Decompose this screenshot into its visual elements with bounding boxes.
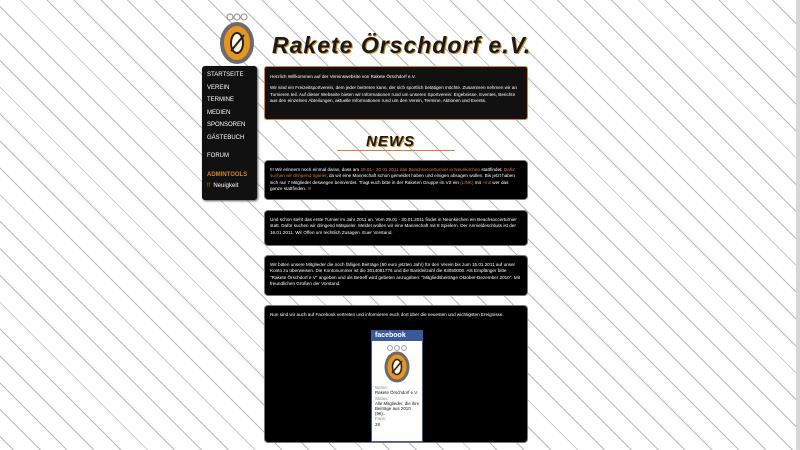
nav-item-verein[interactable]: VEREIN [207,84,230,91]
facebook-fans-label: Fans: [375,416,386,422]
facebook-name-label: Name: [375,385,388,391]
nav-item-forum[interactable]: FORUM [207,153,229,159]
admintools-heading: ADMINTOOLS [207,171,248,178]
post1-spieler-link[interactable]: Dafür suchen wir dringend Spieler [270,167,516,179]
facebook-profile-logo [377,344,417,384]
news-post-2 [264,210,528,246]
admin-item-prefix: !! [207,182,211,189]
post1-plusmit: +mit [482,179,492,185]
facebook-widget[interactable] [371,330,423,442]
news-post-3 [264,255,528,296]
nav-item-medien[interactable]: MEDIEN [207,109,231,116]
rakete-logo [211,13,263,65]
news-post-2-text: Und schon steht das erste Turnier im Jahr 2011 an. Vom 29.01 - 30.01.2011 findet in Neunkirchen ein Beachsoccerturnier statt. Dafür suchen wir dringend Mitspieler. Meldet wollen wir eine Mannschaft mit 8 Spielern. Der Anmeldeschluss ist der 16.01.2011. Wir Offen um rechtlich Zusagen. Euer Vorstand. [270,217,517,235]
news-post-4-text: Nun sind wir auch auf Facebook vertreten und informieren euch dort über die neuesten und wichtigsten Ereignisse. [270,312,504,317]
facebook-status-value: Alle Mitglieder, die ihre Beiträge aus 2010 (9€)... [375,400,420,417]
news-divider [337,150,455,151]
site-title: Rakete Örschdorf e.V. [272,32,532,58]
welcome-line-2: Wir sind ein Freizeitsportverein, dem jeder beitreten kann, der sich sportlich betätigen möchte. Zusammen nehmen wir an Turnieren teil. Auf dieser Webseite bieten wir Informationen rund um unseren Sportverein: Ergebnisse, Eventes, Berichte aus den einzelnen Abteilungen, aktuelle Informationen rund um den Verein, Termine, Aktionen und Events. [270,85,517,103]
post1-j: !!! [307,186,312,192]
nav-item-gaestebuch[interactable]: GÄSTEBUCH [207,134,245,141]
news-heading: NEWS [366,133,415,150]
post1-c: stattfindet. [481,167,503,172]
post1-date-link[interactable]: 29.01 - 30.01.2011 das Beachsoccerturnier in Neunkirchen [360,167,481,172]
post1-a: !!! Wir erinnern noch einmal daran, dass am [270,167,360,172]
facebook-fans-value: 28 [375,421,380,427]
nav-item-startseite[interactable]: STARTSEITE [207,72,244,78]
sidebar-nav [202,66,257,200]
news-post-1-text [270,167,522,193]
welcome-box [264,66,528,120]
welcome-line-1: Herzlich Willkommen auf der Vereinswebsite von Rakete Örschdorf e.V. [270,74,416,79]
news-post-1 [264,160,528,200]
admin-item-label: Neuigkeit [213,182,239,189]
nav-item-sponsoren[interactable]: SPONSOREN [207,122,246,128]
admin-item-neuigkeit[interactable] [202,181,257,191]
facebook-name-value[interactable]: Rakete Örschdorf e.V. [375,390,419,396]
facebook-header: facebook [372,331,422,341]
news-post-3-text: Wir bitten unsere Mitglieder die noch fälligen Beiträge (90 euro jetzten Jahr) für den Verein bis zum 15.01.2011 auf unser Konto zu überweisen. Die Kontonummer ist die 3014081776 und die Bankleitzahl die 83050000. Als Empfänger bitte "Rakete Örschdorf e.V" angeben und als Betreff wird gebeten anzugeben: "Mitgliedsbeiträge Oktober-Dezember 2010". Mit freundlichen Grüßen der Vorstand. [270,262,521,287]
nav-item-termine[interactable]: TERMINE [207,97,234,103]
window-scrollbar[interactable] [796,0,800,450]
post1-g: mit [474,179,481,185]
post1-e: , da wir eine Mannschaft schon gemeldet haben und einigen absagen wollen. Bis jetzt haben sich nur 7 Mitglieder deswegen beim/erdet. Tragt euch bitte in der Raketen Gruppe im VZ ein [270,173,515,185]
post1-i: wer das ganze stattfinden. [270,179,509,192]
post1-link[interactable]: (LINK) [460,179,474,185]
facebook-status-label: Status: [375,395,389,401]
